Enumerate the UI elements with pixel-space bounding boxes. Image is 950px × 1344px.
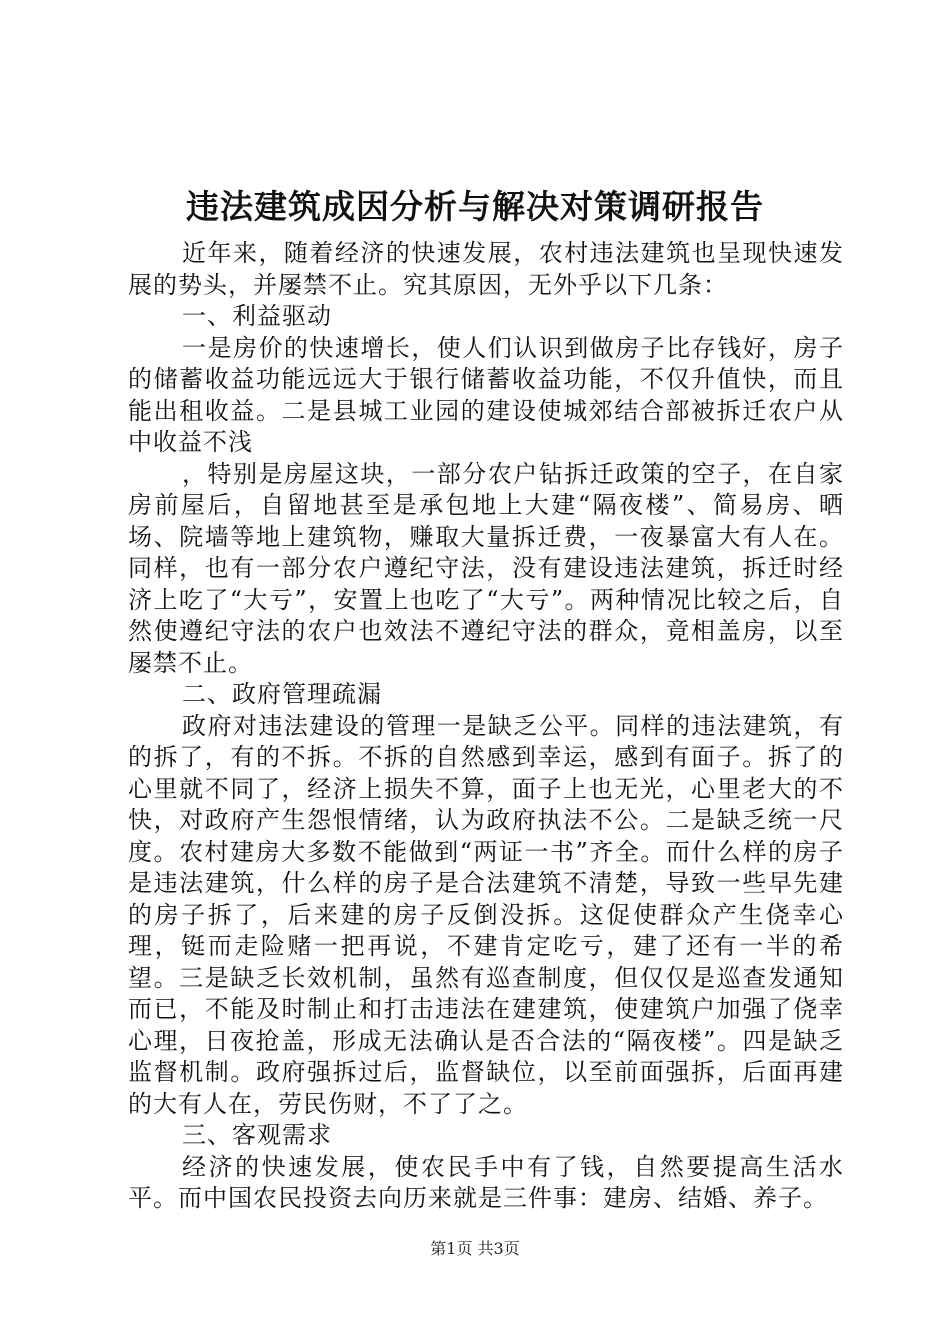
document-title: 违法建筑成因分析与解决对策调研报告 [186,187,764,226]
section-1-paragraph-1: 一是房价的快速增长，使人们认识到做房子比存钱好，房子的储蓄收益功能远远大于银行储蓄收益功能，不仅升值快，而且能出租收益。二是县城工业园的建设使城郊结合部被拆迁农户从中收益不浅 [128,333,844,456]
section-heading-1: 一、利益驱动 [182,302,332,330]
section-heading-2: 二、政府管理疏漏 [182,680,382,708]
intro-paragraph: 近年来，随着经济的快速发展，农村违法建筑也呈现快速发展的势头，并屡禁不止。究其原因，无外乎以下几条： [128,239,844,299]
page-footer: 第1页 共3页 [430,1239,520,1258]
document-body [128,238,844,1215]
section-3-paragraph: 经济的快速发展，使农民手中有了钱，自然要提高生活水平。而中国农民投资去向历来就是三件事：建房、结婚、养子。 [128,1152,844,1212]
section-2-paragraph: 政府对违法建设的管理一是缺乏公平。同样的违法建筑，有的拆了，有的不拆。不拆的自然感到幸运，感到有面子。拆了的心里就不同了，经济上损失不算，面子上也无光，心里老大的不快，对政府产生怨恨情绪，认为政府执法不公。二是缺乏统一尺度。农村建房大多数不能做到“两证一书”齐全。而什么样的房子是违法建筑，什么样的房子是合法建筑不清楚，导致一些早先建的房子拆了，后来建的房子反倒没拆。这促使群众产生侥幸心理，铤而走险赌一把再说，不建肯定吃亏，建了还有一半的希望。三是缺乏长效机制，虽然有巡查制度，但仅仅是巡查发通知而已，不能及时制止和打击违法在建建筑，使建筑户加强了侥幸心理，日夜抢盖，形成无法确认是否合法的“隔夜楼”。四是缺乏监督机制。政府强拆过后，监督缺位，以至前面强拆，后面再建的大有人在，劳民伤财，不了了之。 [128,711,844,1118]
section-1-paragraph-2: ，特别是房屋这块，一部分农户钻拆迁政策的空子，在自家房前屋后，自留地甚至是承包地上大建“隔夜楼”、简易房、晒场、院墙等地上建筑物，赚取大量拆迁费，一夜暴富大有人在。同样，也有一部分农户遵纪守法，没有建设违法建筑，拆迁时经济上吃了“大亏”，安置上也吃了“大亏”。两种情况比较之后，自然使遵纪守法的农户也效法不遵纪守法的群众，竟相盖房，以至屡禁不止。 [128,459,844,677]
section-heading-3: 三、客观需求 [182,1121,332,1149]
